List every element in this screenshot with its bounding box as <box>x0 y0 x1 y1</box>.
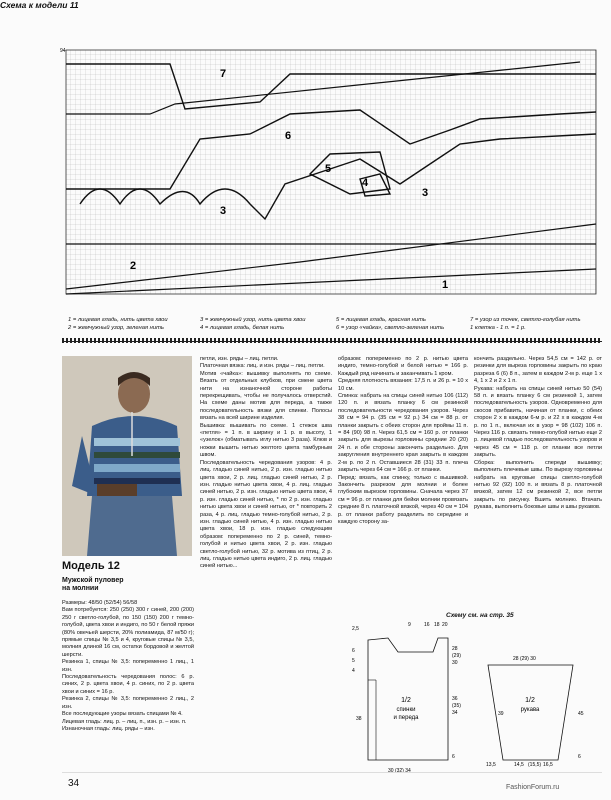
knitting-chart <box>60 44 600 304</box>
text-c2-2: Мотив «чайка»: вышивку выполнять по схеме. Вязать от отдельных клубков, при смене цвета нити на изнаночной стороне работы перекрещивать, чтобы не получалось отверстий. На схеме даны мотив для переда, а также последовательность вязки для спинки. Полосы вязать на всей ширине изделия. <box>200 370 332 422</box>
sleeve-dim-6: 16,5 <box>543 762 553 768</box>
body-dim-7: 4 <box>352 668 355 674</box>
body-dim-15: 30 (32) 34 <box>388 768 411 774</box>
legend-item-7: 7 = узор из точек, светло-голубая нить <box>470 317 581 323</box>
legend-item-4: 4 = лицевая гладь, белая нить <box>200 325 285 331</box>
sleeve-diagram <box>486 656 584 768</box>
model-subtitle-2: на молнии <box>62 585 99 592</box>
pattern-diagrams <box>338 620 608 774</box>
text-c1-7: Изнаночная гладь: лиц. ряды – изн. <box>62 725 155 732</box>
text-c3-1: Средняя плотность вязания: 17,5 п. и 26 р. = 10 x 10 см. <box>338 378 468 392</box>
text-c2-4: Последовательность чередования узоров: 4 р. лиц. гладью синей нитью, 2 р. изн. гладью нитью цвета хвои, 2 р. лиц. гладью синей нитью, 2 р. изн. гладью нитью цвета хвои, 4 р. лиц. гладью синей нитью, 2 р. изн. гладью нитью цвета хвои, 4 р. изн. гладью синей нитью, * по 2 р. изн. гладью нитью цвета хвои и синей нитью, от * повторить 2 раза, 4 р. лиц. гладью темно-голубой нитью, 2 р. изн. гладью синей нитью, 4 р. изн. гладью нитью цвета хвои, 18 р. изн. гладью следующим образом: попеременно по 2 р. синей, темно-голубой и нитью цвета хвои, 2 р. изн. гладью светло-голубой нитью, 32 р. мотива из птиц, 2 р. лиц. гладью нитью цвета индиго, 2 р. лиц. гладью синей нитью... <box>200 459 332 570</box>
text-c3-3: Перед: вязать, как спинку, только с вышивкой. Закончить разрезом для молнии и более глубоким вырезом горловины. Сначала через 37 см = 96 р. от планки для бейки молнии провязать средние 8 п. платочной вязкой, через 40 см = 104 р. от планки работу разделить по середине и каждую сторону за- <box>338 474 468 525</box>
text-c1-6: Лицевая гладь: лиц. р. – лиц. п., изн. р. – изн. п. <box>62 718 187 725</box>
text-column-2 <box>200 356 332 766</box>
text-c1-1: Вам потребуется: 250 (250) 300 г синей, 200 (200) 250 г светло-голубой, по 150 (150) 200 г темно-голубой, цвета хвои и индиго, по 50 г белой пряжи (80% овечьей шерсти, 20% полиамида, 87 м/50 г); прямые спицы № 3,5 и 4, круговые спицы № 3,5, молния длиной 16 см, остатки бордовой и желтой шерсти. <box>62 607 194 658</box>
region-label-1: 1 <box>442 279 449 291</box>
body-label-3: и переда <box>393 715 419 721</box>
body-dim-1: 9 <box>408 622 411 628</box>
site-watermark: FashionForum.ru <box>506 784 560 791</box>
sleeve-label-1: 1/2 <box>525 697 535 704</box>
body-dim-8: 28 <box>452 646 458 652</box>
footer-rule <box>62 772 602 773</box>
legend-col-2 <box>200 316 306 332</box>
model-subtitle <box>62 577 124 593</box>
body-dim-10: 30 <box>452 660 458 666</box>
man-photo-illustration <box>62 356 192 556</box>
text-column-4 <box>474 356 602 606</box>
region-label-3a: 3 <box>220 205 227 217</box>
body-dim-6: 5 <box>352 658 355 664</box>
legend-item-3: 3 = жемчужный узор, нить цвета хвои <box>200 317 306 323</box>
body-dim-4: 20 <box>442 622 448 628</box>
body-dim-0: 2,5 <box>352 626 359 632</box>
see-scheme-reference: Схему см. на стр. 35 <box>446 612 514 619</box>
region-label-3b: 3 <box>422 187 429 199</box>
text-c3-0: образом: попеременно по 2 р. нитью цвета индиго, темно-голубой и белой нитью = 166 р. Каждый ряд начинать и заканчивать 1 кром. <box>338 356 468 377</box>
text-c4-0: кончить раздельно. Через 54,5 см = 142 р. от резинки для выреза горловины закрыть по краю разреза 6 (6) 8 п., затем в каждом 2-м р. еще 1 x 4, 1 x 2 и 2 x 1 п. <box>474 356 602 385</box>
chart-row-label: 94 <box>60 48 66 54</box>
text-c1-3: Последовательность чередования полос: 6 р. синих, 2 р. цвета хвои, 4 р. синих, по 2 р. цвета хвои и синих = 16 р. <box>62 674 194 695</box>
sleeve-dim-3: 13,5 <box>486 762 496 768</box>
body-dim-12: (35) <box>452 703 461 709</box>
legend-col-3 <box>336 316 444 332</box>
region-label-6: 6 <box>285 130 292 142</box>
body-dim-5: 6 <box>352 648 355 654</box>
body-dim-14: 38 <box>356 716 362 722</box>
sleeve-dim-0: 28 (29) 30 <box>513 656 536 662</box>
text-c4-1: Рукава: набрать на спицы синей нитью 50 (54) 58 п. и вязать планку 6 см резинкой 1, затем последовательность узоров. Одновременно для скосов прибавить, начиная от планки, с обеих сторон 2 x в каждом 6-м р. и 22 x в каждом 4-м р. по 1 п., включая их в узор = 98 (102) 106 п. Через 116 р. связать темно-голубой нитью еще 2 р. лицевой гладью последовательность узоров и через 45 см = 118 р. от планки все петли закрыть. <box>474 385 602 459</box>
text-c1-4: Резинка 2, спицы № 3,5: попеременно 2 лиц., 2 изн. <box>62 696 194 710</box>
sleeve-dim-5: (15,5) <box>528 762 542 768</box>
sleeve-label-2: рукава <box>520 707 540 713</box>
text-c4-2: Сборка: выполнить спереди вышивку; выполнить плечевые швы. По вырезу горловины набрать на круговые спицы светло-голубой нитью 92 (92) 100 п. и вязать 8 р. платочной вязкой, затем 12 см резинкой 2, все петли закрыть по рисунку. Вшить молнию. Втачать рукава, выполнить боковые швы и швы рукавов. <box>474 459 602 511</box>
body-dim-3: 18 <box>434 622 440 628</box>
separator-line <box>62 341 602 342</box>
model-subtitle-1: Мужской пуловер <box>62 577 124 584</box>
legend-item-6: 6 = узор «чайка», светло-зеленая нить <box>336 325 445 331</box>
region-label-4: 4 <box>362 177 369 189</box>
legend-col-1 <box>68 316 168 332</box>
text-c3-2: Спинка: набрать на спицы синей нитью 106 (112) 120 п. и вязать планку 6 см резинкой последовательности чередования узоров. Через 38 см = 94 р. (35 см = 92 р.) 34 см = 88 р. от планки закрыть с обеих сторон для проймы 11 п. = 84 (90) 98 п. Через 61,5 см = 160 р. от планки закрыть для вырезы горловины средние 20 (20) 24 п. и обе стороны закончить раздельно. Для закругления внутреннего края закрыть в каждом 2-м р. по 2 п. Оставшиеся 28 (31) 33 п. плеча закрыть через 64 см = 166 р. от планки. <box>338 393 468 474</box>
text-c1-5: Все последующие узоры вязать спицами № 4. <box>62 711 183 718</box>
legend-item-1: 1 = лицевая гладь, нить цвета хвои <box>68 317 168 323</box>
sleeve-dim-1: 39 <box>498 711 504 717</box>
legend-item-5: 5 = лицевая гладь, красная нить <box>336 317 426 323</box>
sleeve-dim-7: 6 <box>578 754 581 760</box>
body-dim-9: (29) <box>452 653 461 659</box>
text-c2-1: Платочная вязка: лиц. и изн. ряды – лиц. петли. <box>200 363 325 370</box>
body-label-2: спинки <box>396 707 416 713</box>
text-c1-0: Размеры: 48/50 (52/54) 56/58 <box>62 600 138 606</box>
region-label-7: 7 <box>220 68 227 80</box>
legend-item-8: 1 клетка - 1 п. = 1 р. <box>470 325 526 331</box>
sleeve-dim-4: 14,5 <box>514 762 524 768</box>
model-photo <box>62 356 192 556</box>
body-dim-16: 6 <box>452 754 455 760</box>
region-label-5: 5 <box>325 163 332 175</box>
body-dim-13: 34 <box>452 710 458 716</box>
page-number: 34 <box>68 778 80 789</box>
body-diagram <box>352 622 461 774</box>
body-label-1: 1/2 <box>401 697 411 704</box>
sleeve-dim-2: 45 <box>578 711 584 717</box>
body-dim-11: 36 <box>452 696 458 702</box>
legend-col-4 <box>470 316 581 332</box>
region-label-2: 2 <box>130 260 137 272</box>
chart-title: Схема к модели 11 <box>0 0 79 10</box>
legend-item-2: 2 = жемчужный узор, зеленая нить <box>68 325 164 331</box>
text-column-3 <box>338 356 468 606</box>
text-c2-0: петли, изн. ряды – лиц. петли. <box>200 356 279 362</box>
text-c2-3: Вышивка: вышивать по схеме. 1 стежок шва «петля» = 1 п. в ширину и 1 р. в высоту, 1 «узелок» (обматывать иглу нитью 3 раза). Клюв и ножки вышить нитью желтого цвета тамбурным швом. <box>200 422 332 459</box>
text-c1-2: Резинка 1, спицы № 3,5: попеременно 1 лиц., 1 изн. <box>62 659 194 673</box>
model-title: Модель 12 <box>62 560 120 572</box>
text-column-1 <box>62 600 194 733</box>
body-dim-2: 16 <box>424 622 430 628</box>
